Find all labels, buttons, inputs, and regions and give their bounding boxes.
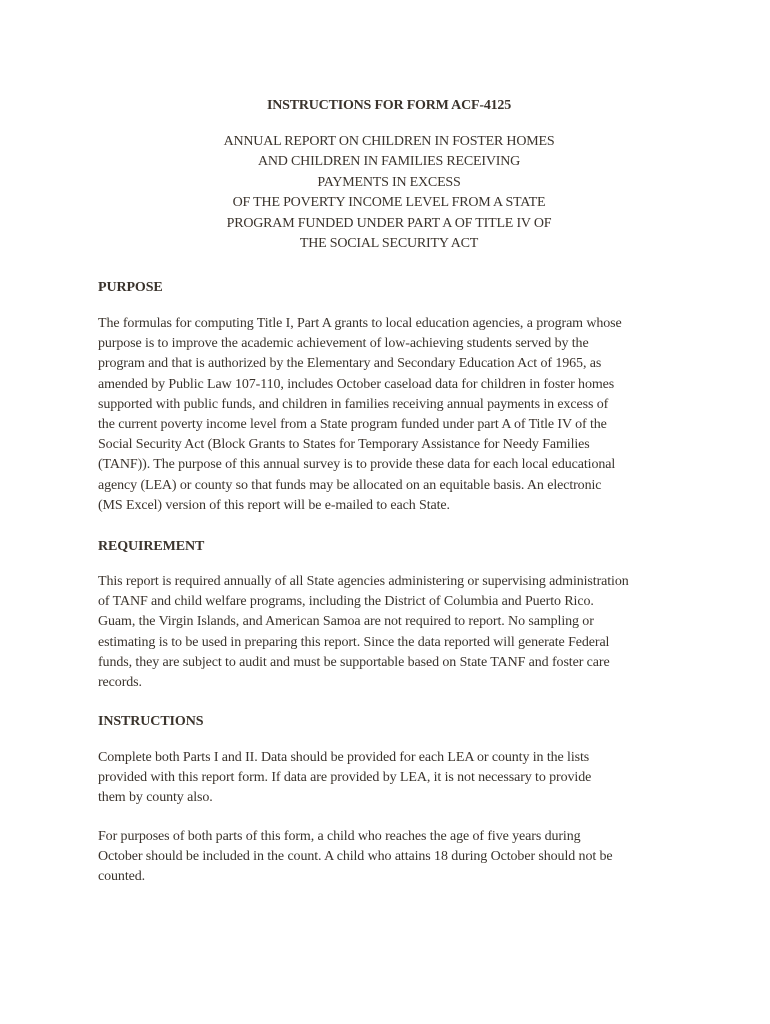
paragraph-line: Social Security Act (Block Grants to States for Temporary Assistance for Needy Families	[98, 437, 590, 453]
paragraph-line: supported with public funds, and children in families receiving annual payments in excess of	[98, 396, 609, 412]
paragraph-line: For purposes of both parts of this form, a child who reaches the age of five years during	[98, 829, 581, 844]
purpose-heading: PURPOSE	[98, 280, 163, 295]
paragraph-line: Guam, the Virgin Islands, and American Samoa are not required to report. No sampling or	[98, 614, 594, 630]
purpose-paragraph	[98, 314, 678, 516]
paragraph-line: (TANF)). The purpose of this annual survey is to provide these data for each local educational	[98, 457, 616, 473]
subtitle-line: OF THE POVERTY INCOME LEVEL FROM A STATE	[232, 195, 546, 211]
subtitle-line: THE SOCIAL SECURITY ACT	[299, 236, 479, 252]
paragraph-line: purpose is to improve the academic achievement of low-achieving students served by the	[98, 336, 589, 352]
paragraph-line: (MS Excel) version of this report will be e-mailed to each State.	[98, 497, 450, 513]
paragraph-line: funds, they are subject to audit and must be supportable based on State TANF and foster care	[98, 654, 610, 670]
paragraph-line: This report is required annually of all State agencies administering or supervising administration	[98, 574, 629, 589]
instructions-paragraph-1	[98, 748, 678, 809]
document-subtitle	[0, 132, 770, 254]
paragraph-line: program and that is authorized by the Elementary and Secondary Education Act of 1965, as	[98, 356, 602, 372]
instructions-heading: INSTRUCTIONS	[98, 714, 204, 729]
requirement-heading: REQUIREMENT	[98, 539, 205, 554]
paragraph-line: October should be included in the count. A child who attains 18 during October should not be	[98, 849, 613, 865]
paragraph-line: amended by Public Law 107-110, includes October caseload data for children in foster homes	[98, 376, 615, 392]
paragraph-line: of TANF and child welfare programs, including the District of Columbia and Puerto Rico.	[98, 594, 594, 610]
paragraph-line: provided with this report form. If data are provided by LEA, it is not necessary to provide	[98, 770, 592, 786]
requirement-paragraph	[98, 572, 678, 693]
paragraph-line: The formulas for computing Title I, Part A grants to local education agencies, a program whose	[98, 316, 622, 331]
paragraph-line: estimating is to be used in preparing this report. Since the data reported will generate Federal	[98, 634, 610, 650]
instructions-paragraph-2	[98, 827, 678, 888]
paragraph-line: records.	[98, 675, 142, 691]
document-title: INSTRUCTIONS FOR FORM ACF-4125	[266, 98, 512, 113]
subtitle-line: PAYMENTS IN EXCESS	[317, 174, 461, 190]
paragraph-line: the current poverty income level from a State program funded under part A of Title IV of the	[98, 417, 607, 433]
paragraph-line: Complete both Parts I and II. Data should be provided for each LEA or county in the lists	[98, 750, 590, 765]
subtitle-line: AND CHILDREN IN FAMILIES RECEIVING	[257, 154, 521, 170]
subtitle-line: PROGRAM FUNDED UNDER PART A OF TITLE IV OF	[226, 215, 552, 231]
paragraph-line: them by county also.	[98, 790, 213, 806]
subtitle-line: ANNUAL REPORT ON CHILDREN IN FOSTER HOMES	[223, 134, 555, 149]
paragraph-line: counted.	[98, 869, 146, 885]
paragraph-line: agency (LEA) or county so that funds may be allocated on an equitable basis. An electronic	[98, 477, 602, 493]
